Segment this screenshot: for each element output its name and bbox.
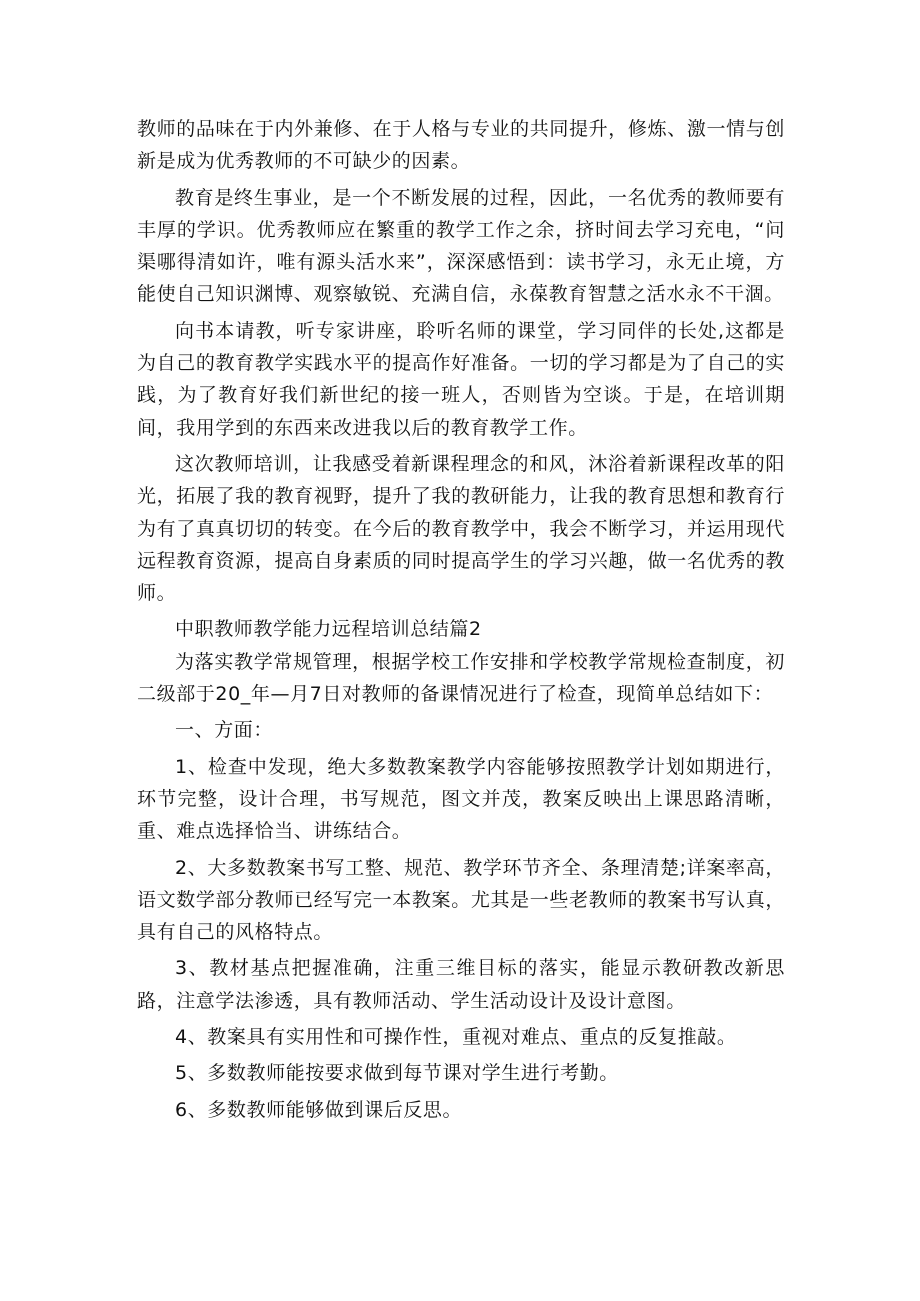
list-item-6: 6、多数教师能够做到课后反思。 [175, 1098, 463, 1121]
list-item-1: 1、检查中发现，绝大多数教案教学内容能够按照教学计划如期进行，环节完整，设计合理，书写规范，图文并茂，教案反映出上课思路清晰，重、难点选择恰当、讲练结合。 [137, 755, 785, 843]
paragraph-intro-continuation: 教师的品味在于内外兼修、在于人格与专业的共同提升，修炼、激一情与创新是成为优秀教师的不可缺少的因素。 [137, 118, 785, 173]
section-heading-part-2: 中职教师教学能力远程培训总结篇2 [175, 618, 482, 641]
paragraph-learn-from-books: 向书本请教，听专家讲座，聆听名师的课堂，学习同伴的长处,这都是为自己的教育教学实践水平的提高作好准备。一切的学习都是为了自己的实践，为了教育好我们新世纪的接一班人，否则皆为空谈。于是，在培训期间，我用学到的东西来改进我以后的教育教学工作。 [137, 319, 785, 439]
paragraph-training-reflection: 这次教师培训，让我感受着新课程理念的和风，沐浴着新课程改革的阳光，拓展了我的教育视野，提升了我的教研能力，让我的教育思想和教育行为有了真真切切的转变。在今后的教育教学中，我会不断学习，并运用现代远程教育资源，提高自身素质的同时提高学生的学习兴趣，做一名优秀的教师。 [137, 452, 785, 605]
list-item-4: 4、教案具有实用性和可操作性，重视对难点、重点的反复推敲。 [175, 1026, 737, 1049]
document-body [137, 113, 785, 1130]
list-item-3: 3、教材基点把握准确，注重三维目标的落实，能显示教研教改新思路，注意学法渗透，具有教师活动、学生活动设计及设计意图。 [137, 957, 785, 1012]
paragraph-lifelong-learning: 教育是终生事业，是一个不断发展的过程，因此，一名优秀的教师要有丰厚的学识。优秀教师应在繁重的教学工作之余，挤时间去学习充电，“问渠哪得清如许，唯有源头活水来”，深深感悟到：读书学习，永无止境，方能使自己知识渊博、观察敏锐、充满自信，永葆教育智慧之活水永不干涸。 [137, 186, 785, 306]
list-item-5: 5、多数教师能按要求做到每节课对学生进行考勤。 [175, 1062, 619, 1085]
paragraph-inspection-intro: 为落实教学常规管理，根据学校工作安排和学校教学常规检查制度，初二级部于20_年—月7日对教师的备课情况进行了检查，现简单总结如下： [137, 650, 785, 706]
subheading-aspects: 一、方面： [175, 719, 274, 742]
list-item-2: 2、大多数教案书写工整、规范、教学环节齐全、条理清楚;详案率高，语文数学部分教师已经写完一本教案。尤其是一些老教师的教案书写认真，具有自己的风格特点。 [137, 856, 785, 944]
